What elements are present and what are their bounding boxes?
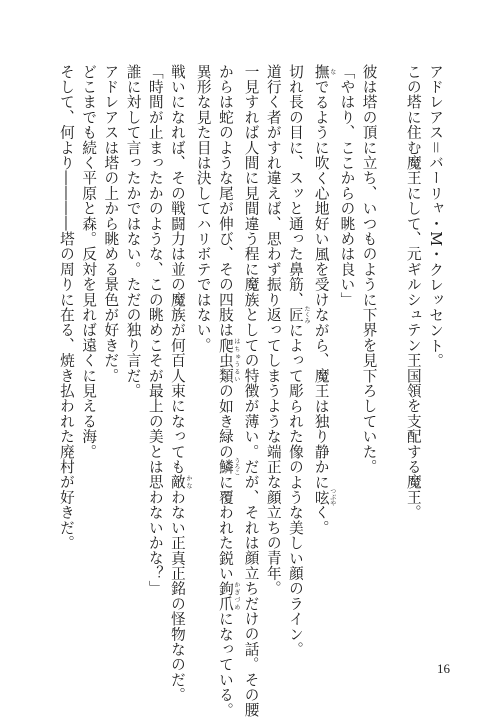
text-line: アドレアス＝バーリャ・M・クレッセント。 bbox=[427, 64, 444, 369]
text-line: 彼は塔の頂に立ち、いつものように下界を見下ろしていた。 bbox=[360, 64, 378, 475]
text-line: 「時間が止まったかのような、この眺めこそが最上の美とは思わないかな？」 bbox=[146, 64, 164, 596]
ruby-annotation: かぎづめ bbox=[232, 580, 240, 612]
text-line-ruby: 切れ長の目に、スッと通った鼻筋、匠 たくみによって彫られた像のような美しい顔のライン。 bbox=[286, 64, 310, 657]
ruby-annotation: はちゅうるい bbox=[232, 337, 240, 384]
text-line-ruby: 戦いになれば、その戦闘力は並の魔族が何百人束になっても敵 かなわない正真正銘の怪物なのだ。 bbox=[168, 64, 192, 703]
text-line: 道行く者がすれ違えば、思わず振り返ってしまうような端正な顔立ちの青年。 bbox=[264, 64, 282, 596]
text-line: どこまでも続く平原と森。反対を見れば遠くに見える海。 bbox=[80, 64, 98, 460]
ruby-annotation: かな bbox=[184, 474, 192, 490]
text-line: 一見すれば人間に見間違う程に魔族としての特徴が薄い。だが、それは顔立ちだけの話。その腰 bbox=[242, 64, 260, 718]
text-line: 誰に対して言ったかではない。ただの独り言だ。 bbox=[124, 64, 142, 399]
ruby-annotation: うろこ bbox=[232, 457, 240, 476]
text-line: アドレアスは塔の上から眺める景色が好きだ。 bbox=[102, 64, 120, 384]
page-number: 16 bbox=[437, 661, 450, 676]
text-line: 「やはり、ここからの眺めは良い」 bbox=[338, 64, 356, 308]
text-line-ruby: 撫 なでるように吹く心地好い風を受けながら、魔王は独り静かに呟 つぶやく。 bbox=[312, 64, 336, 536]
text-line: この塔に住む魔王にして、元ギルシュテン王国領を支配する魔王。 bbox=[404, 64, 422, 520]
ruby-annotation: つぶや bbox=[328, 488, 336, 507]
text-line: そして、何より――――塔の周りに在る、焼き払われた廃村が好きだ。 bbox=[57, 64, 75, 551]
text-line: 異形な見た目は決してハリボテではない。 bbox=[194, 64, 212, 353]
ruby-annotation: たくみ bbox=[302, 305, 310, 324]
ruby-annotation: な bbox=[328, 64, 336, 80]
text-line-ruby: からは蛇のような尾が伸び、その四肢は爬虫類 はちゅうるいの如き緑の鱗 うろこに覆われた鋭い鉤爪 かぎづめになっている。 bbox=[216, 64, 240, 718]
